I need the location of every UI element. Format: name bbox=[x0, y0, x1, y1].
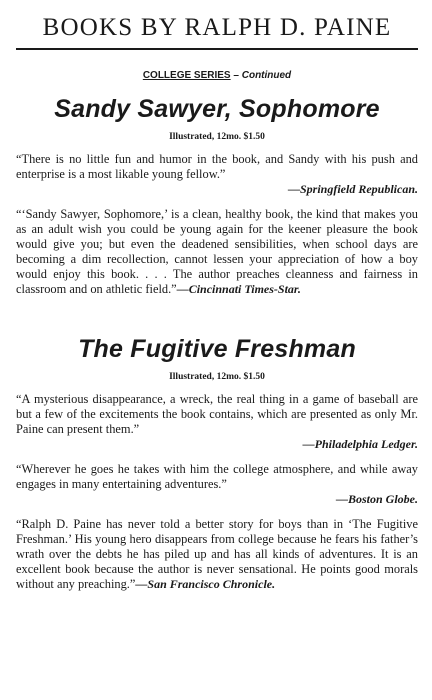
review-quote bbox=[16, 152, 418, 182]
book-title-sandy-sawyer: Sandy Sawyer, Sophomore bbox=[54, 95, 380, 123]
review-text: “There is no little fun and humor in the book, and Sandy with his push and enterprise is a most likable young fellow.” bbox=[16, 152, 418, 181]
review-source: —Philadelphia Ledger. bbox=[302, 437, 418, 451]
review-source: —Boston Globe. bbox=[335, 492, 418, 506]
book-title-fugitive-freshman: The Fugitive Freshman bbox=[78, 335, 356, 363]
review-text: “Ralph D. Paine has never told a better story for boys than in ‘The Fugitive Freshman.’ His young hero disappears from college because he fears his father’s wrath over the debts he has piled up and has all kinds of adventures. It is an excellent book because the author is never sensational. He points good morals without any preaching.” bbox=[16, 517, 418, 591]
book-details: Illustrated, 12mo. $1.50 bbox=[169, 372, 265, 382]
review-text: “‘Sandy Sawyer, Sophomore,’ is a clean, healthy book, the kind that makes you as an adult wish you could be young again for the keener pleasure the book would give you; but even the deadened sensibilities, when school days are becoming a dim recollection, cannot lessen your appreciation of how a boy would enjoy this book. . . . The author preaches cleanness and fairness in classroom and on athletic field.” bbox=[16, 207, 418, 296]
series-label: COLLEGE SERIES bbox=[142, 70, 231, 81]
book-details: Illustrated, 12mo. $1.50 bbox=[169, 132, 265, 142]
review-text: “Wherever he goes he takes with him the college atmosphere, and while away engages in many entertaining adventures.” bbox=[16, 462, 418, 491]
page-header: BOOKS BY RALPH D. PAINE bbox=[16, 0, 418, 50]
review-quote bbox=[16, 517, 418, 592]
review-source: —Springfield Republican. bbox=[287, 182, 418, 196]
review-quote bbox=[16, 392, 418, 437]
review-source: —Cincinnati Times-Star. bbox=[176, 282, 301, 296]
review-source: —San Francisco Chronicle. bbox=[135, 577, 276, 591]
review-text: “A mysterious disappearance, a wreck, the real thing in a game of baseball are but a few of the excitements the book contains, which are presented as only Mr. Paine can present them.” bbox=[16, 392, 418, 436]
review-quote bbox=[16, 207, 418, 297]
series-continued: Continued bbox=[241, 70, 292, 81]
series-dash: – bbox=[230, 70, 242, 81]
review-quote bbox=[16, 462, 418, 492]
series-heading bbox=[16, 70, 418, 81]
